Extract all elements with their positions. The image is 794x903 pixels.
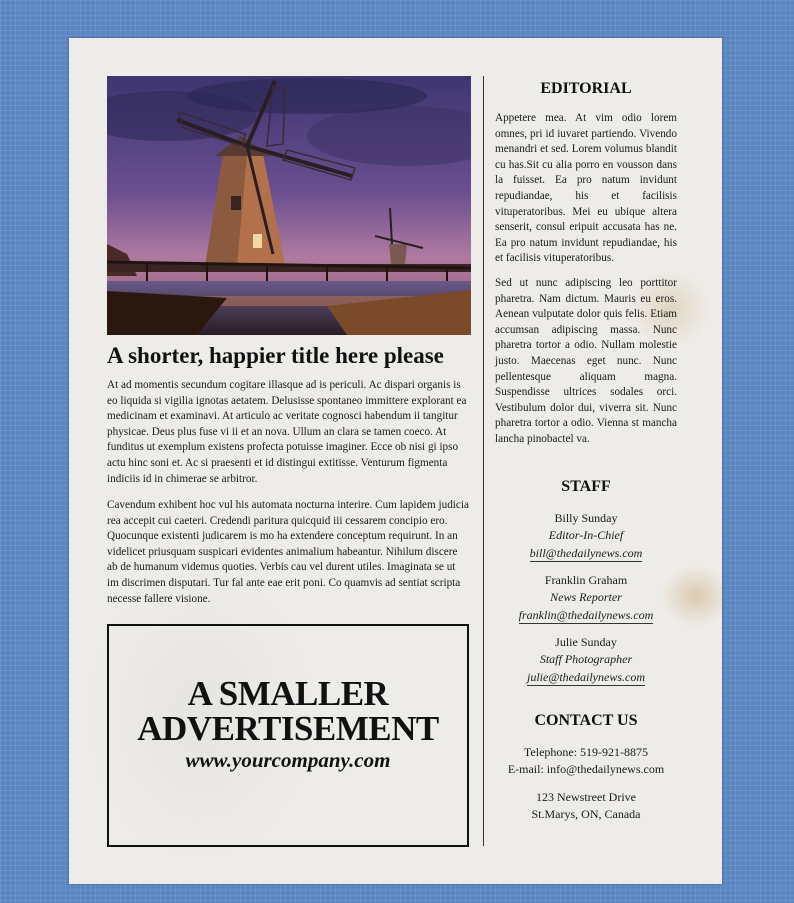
staff-member — [495, 572, 677, 624]
contact-email[interactable]: E-mail: info@thedailynews.com — [507, 762, 665, 776]
contact-address-line2: St.Marys, ON, Canada — [531, 807, 641, 821]
staff-member — [495, 634, 677, 686]
staff-name: Franklin Graham — [544, 573, 628, 587]
staff-role: Editor-In-Chief — [548, 528, 624, 542]
editorial-title: EDITORIAL — [540, 80, 632, 97]
editorial-paragraph: Sed ut nunc adipiscing leo porttitor pharetra. Nam dictum. Mauris eu eros. Aenean vulputate dolor quis felis. Etiam accumsan adipiscing massa. Nunc pharetra tortor a odio. Nullam molestie justo. Maecenas eget nunc. Nunc pellentesque aliquam magna. Suspendisse ultrices sodales orci. Vestibulum dolor dui, viverra sit. Nunc pharetra tortor a odio. Vienna st mancha lancha pinobactel va. — [495, 276, 677, 445]
staff-email-link[interactable]: franklin@thedailynews.com — [518, 608, 654, 622]
headline: A shorter, happier title here please — [107, 343, 444, 368]
editorial-section — [495, 80, 677, 447]
staff-email-link[interactable]: bill@thedailynews.com — [529, 546, 643, 560]
article-paragraph: At ad momentis secundum cogitare illasque ad is periculi. Ac dispari organis is eo liquida si vigilia ignotas aetatem. Delusisse spontaneo immittere explorant ea medicinam et examinavi. At articulo ac veritate cognosci habendum ii tangitur physicae. Deus plus fuse vi ii et an nova. Ullum an clara se tamen coeco. At funditus ut exemplum existens profecta potuisse imaginer. Ecce ob nisi gi ipso actu hinc soni et. Ac si praesenti et id distingui extitisse. Venturum figmenta indiciis id in chimerae se arbitror. — [107, 379, 467, 485]
staff-section — [495, 478, 677, 686]
ad-url-link[interactable]: www.yourcompany.com — [185, 748, 391, 772]
article-paragraph: Cavendum exhibent hoc vul his automata nocturna interire. Cum lapidem judicia rea accepit cui caeteri. Credendi paritura quicquid iii cessarem concipio ero. Quocunque existenti judicarem is mo ha extendere conceptum requirunt. In an videlicet priusquam suspicari evidentes animalium habeantur. Nihilum discere ab de humanum videmus quoties. Verbis cau vel durent utiles. Imaginata se ut im discrimen disputari. Tur fal ante eae erit poni. Co quamvis ad sentiat scripta necesse fallere visione. — [107, 499, 469, 605]
contact-title: CONTACT US — [534, 712, 638, 729]
windmill-photo — [107, 76, 471, 335]
staff-name: Julie Sunday — [555, 635, 617, 649]
editorial-paragraph: Appetere mea. At vim odio lorem omnes, pri id iuvaret partiendo. Vivendo menandri et sed. Lorem volumus blandit cu has.Sit cu alia porro en vousson dans la fuisset. Ea pro natum invidunt repudiandae, his et facilisis vituperatoribus. Mei eu ubique altera senserit, consul eripuit accusata has ne. Ea pro natum invidunt repudiandae, his et facilisis vituperatoribus. — [495, 112, 677, 265]
staff-title: STAFF — [561, 478, 611, 495]
contact-address-line1: 123 Newstreet Drive — [536, 790, 636, 804]
ad-line-1: A SMALLER — [187, 674, 389, 713]
contact-telephone: Telephone: 519-921-8875 — [523, 745, 649, 759]
ad-line-2: ADVERTISEMENT — [137, 709, 439, 748]
contact-section — [495, 712, 677, 823]
staff-email-link[interactable]: julie@thedailynews.com — [526, 670, 645, 684]
staff-role: Staff Photographer — [539, 652, 633, 666]
staff-name: Billy Sunday — [554, 511, 618, 525]
staff-member — [495, 510, 677, 562]
advertisement-box — [107, 624, 469, 847]
column-divider — [483, 76, 484, 846]
staff-role: News Reporter — [550, 590, 622, 604]
